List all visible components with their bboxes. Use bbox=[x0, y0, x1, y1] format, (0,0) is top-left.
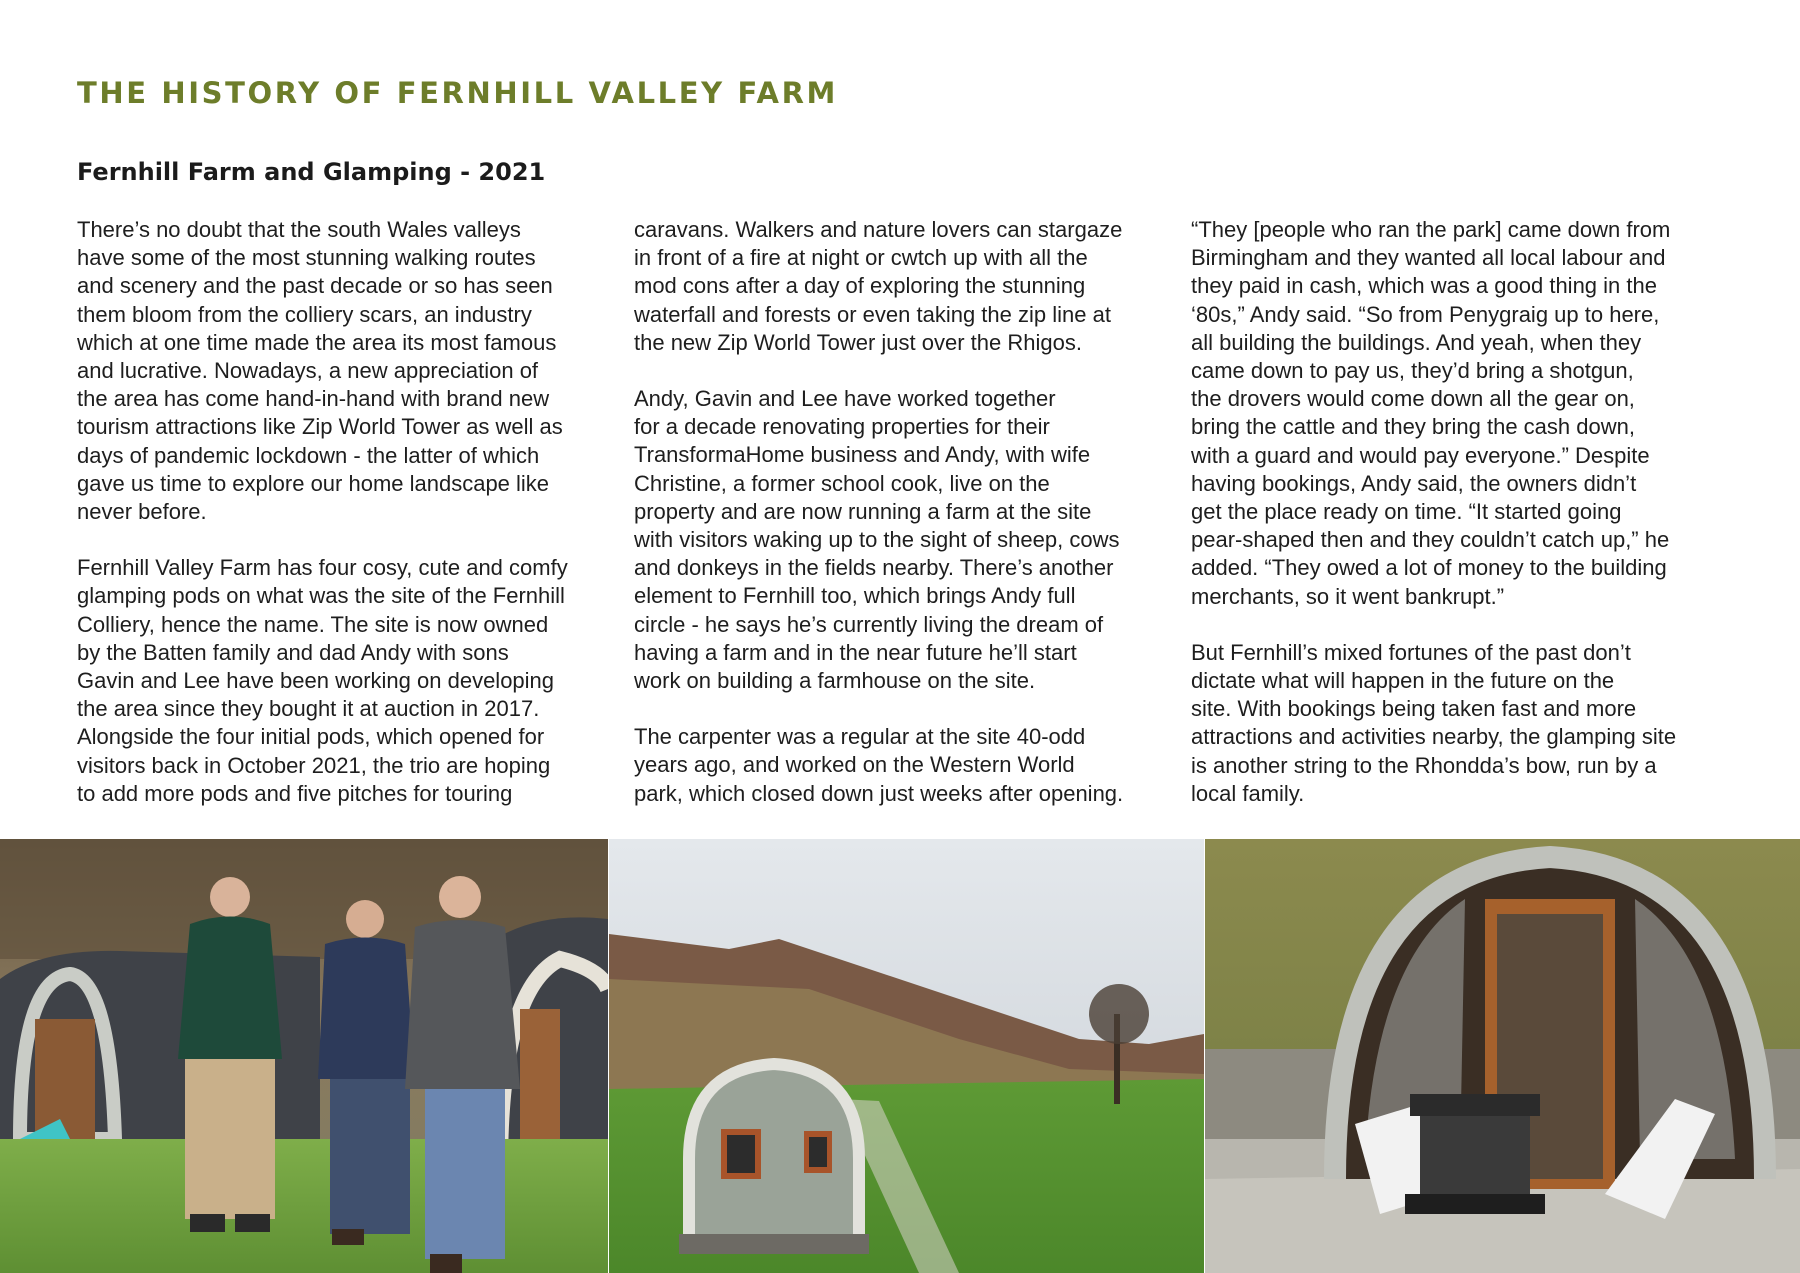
text-column-3 bbox=[1191, 216, 1726, 836]
paragraph: Andy, Gavin and Lee have worked together for a decade renovating properties for their TransformaHome business and Andy, with wife Christine, a former school cook, live on the property and are now running a farm at the site with visitors waking up to the sight of sheep, cows and donkeys in the fields nearby. There’s another element to Fernhill too, which brings Andy full circle - he says he’s currently living the dream of having a farm and in the near future he’ll start work on building a farmhouse on the site. bbox=[634, 386, 1120, 694]
photo-pod-in-valley bbox=[609, 839, 1204, 1273]
photo-three-men-with-pods bbox=[0, 839, 608, 1273]
paragraph: caravans. Walkers and nature lovers can stargaze in front of a fire at night or cwtch up with all the mod cons after a day of exploring the stunning waterfall and forests or even taking the zip line at the new Zip World Tower just over the Rhigos. bbox=[634, 217, 1123, 355]
text-column-2 bbox=[634, 216, 1169, 836]
paragraph: There’s no doubt that the south Wales valleys have some of the most stunning walking routes and scenery and the past decade or so has seen them bloom from the colliery scars, an industry which at one time made the area its most famous and lucrative. Nowadays, a new appreciation of the area has come hand-in-hand with brand new tourism attractions like Zip World Tower as well as days of pandemic lockdown - the latter of which gave us time to explore our home landscape like never before. bbox=[77, 217, 563, 525]
paragraph: “They [people who ran the park] came down from Birmingham and they wanted all local labour and they paid in cash, which was a good thing in the ‘80s,” Andy said. “So from Penygraig up to here, all building the buildings. And yeah, when they came down to pay us, they’d bring a shotgun, the drovers would come down all the gear on, bring the cattle and they bring the cash down, with a guard and would pay everyone.” Despite having bookings, Andy said, the owners didn’t get the place ready on time. “It started going pear-shaped then and they couldn’t catch up,” he added. “They owed a lot of money to the building merchants, so it went bankrupt.” bbox=[1191, 217, 1671, 609]
article-subtitle: Fernhill Farm and Glamping - 2021 bbox=[77, 158, 546, 186]
article-body bbox=[77, 216, 1737, 816]
photo-pod-with-chairs bbox=[1205, 839, 1800, 1273]
paragraph: But Fernhill’s mixed fortunes of the past don’t dictate what will happen in the future on the site. With bookings being taken fast and more attractions and activities nearby, the glamping site is another string to the Rhondda’s bow, run by a local family. bbox=[1191, 639, 1677, 806]
photo-strip bbox=[0, 839, 1800, 1273]
text-column-1 bbox=[77, 216, 612, 836]
paragraph: Fernhill Valley Farm has four cosy, cute and comfy glamping pods on what was the site of the Fernhill Colliery, hence the name. The site is now owned by the Batten family and dad Andy with sons Gavin and Lee have been working on developing the area since they bought it at auction in 2017. Alongside the four initial pods, which opened for visitors back in October 2021, the trio are hoping to add more pods and five pitches for touring bbox=[77, 555, 568, 806]
page-title: THE HISTORY OF FERNHILL VALLEY FARM bbox=[77, 76, 838, 110]
paragraph: The carpenter was a regular at the site 40-odd years ago, and worked on the Western World park, which closed down just weeks after opening. bbox=[634, 724, 1124, 806]
